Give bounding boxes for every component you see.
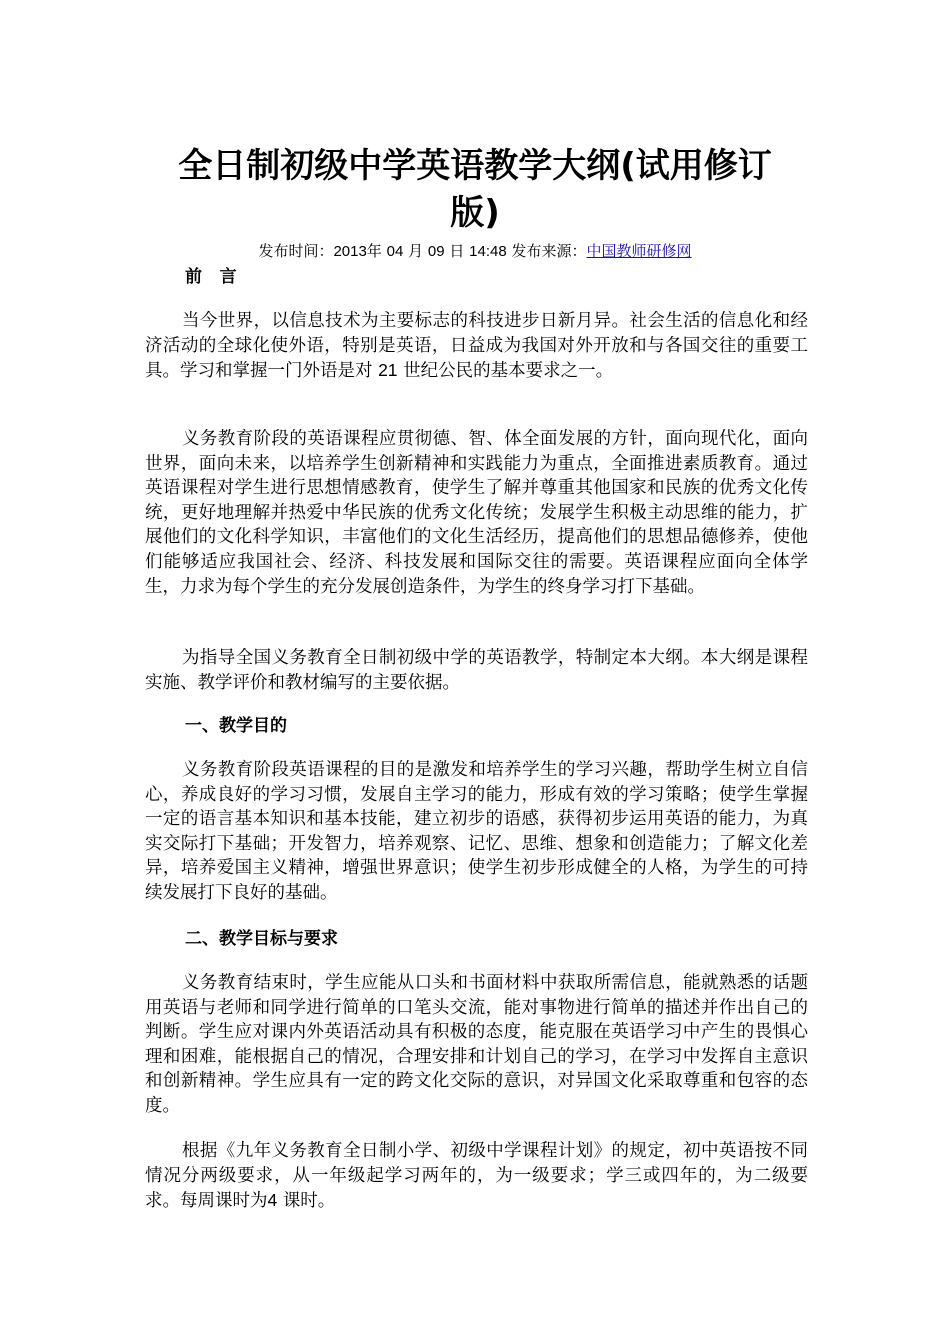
- paragraph-1-text-b: 世纪公民的基本要求之一。: [403, 361, 614, 382]
- paragraph-1-text-a: 当今世界，以信息技术为主要标志的科技进步日新月异。社会生活的信息化和经济活动的全球化使外语，特别是英语，日益成为我国对外开放和与各国交往的重要工具。学习和掌握一门外语是对: [145, 311, 808, 382]
- day-unit: 日: [449, 242, 465, 260]
- paragraph-6-text-a: 根据《九年义务教育全日制小学、初级中学课程计划》的规定，初中英语按不同情况分两级要求，从一年级起学习两年的，为一级要求；学三或四年的，为二级要求。每周课时为: [145, 1141, 808, 1212]
- year-unit: 年: [366, 242, 382, 260]
- publish-month: 04: [386, 243, 404, 260]
- source-label: 发布来源：: [511, 242, 587, 260]
- section-heading-teaching-purpose: 一、教学目的: [185, 716, 287, 736]
- preface-heading: 前 言: [185, 267, 237, 287]
- document-title-line-1: 全日制初级中学英语教学大纲(试用修订: [178, 146, 772, 186]
- paragraph-6: [145, 1139, 808, 1214]
- paragraph-2: 义务教育阶段的英语课程应贯彻德、智、体全面发展的方针，面向现代化，面向世界，面向未来，以培养学生创新精神和实践能力为重点，全面推进素质教育。通过英语课程对学生进行思想情感教育，使学生了解并尊重其他国家和民族的优秀文化传统，更好地理解并热爱中华民族的优秀文化传统；发展学生积极主动思维的能力，扩展他们的文化科学知识，丰富他们的文化生活经历，提高他们的思想品德修养，使他们能够适应我国社会、经济、科技发展和国际交往的需要。英语课程应面向全体学生，力求为每个学生的充分发展创造条件，为学生的终身学习打下基础。: [145, 429, 808, 597]
- paragraph-3: 为指导全国义务教育全日制初级中学的英语教学，特制定本大纲。本大纲是课程实施、教学评价和教材编写的主要依据。: [145, 648, 808, 693]
- document-title-line-2: 版): [450, 193, 500, 233]
- published-label: 发布时间：: [258, 242, 334, 260]
- section-heading-goals-requirements: 二、教学目标与要求: [185, 929, 338, 949]
- publish-year: 2013: [333, 243, 367, 260]
- paragraph-4: 义务教育阶段英语课程的目的是激发和培养学生的学习兴趣，帮助学生树立自信心，养成良好的学习习惯，发展自主学习的能力，形成有效的学习策略；使学生掌握一定的语言基本知识和基本技能，建立初步的语感，获得初步运用英语的能力，为真实交际打下基础；开发智力，培养观察、记忆、思维、想象和创造能力；了解文化差异，培养爱国主义精神，增强世界意识；使学生初步形成健全的人格，为学生的可持续发展打下良好的基础。: [145, 760, 808, 903]
- source-link[interactable]: 中国教师研修网: [586, 242, 692, 260]
- paragraph-6-text-b: 课时。: [282, 1191, 336, 1212]
- paragraph-1-number: 21: [378, 360, 398, 381]
- publish-time: 14:48: [469, 243, 507, 260]
- paragraph-6-number: 4: [267, 1190, 278, 1211]
- month-unit: 月: [408, 242, 424, 260]
- paragraph-1: [145, 309, 808, 384]
- publish-meta: [145, 241, 805, 262]
- paragraph-5: 义务教育结束时，学生应能从口头和书面材料中获取所需信息，能就熟悉的话题用英语与老师和同学进行简单的口笔头交流，能对事物进行简单的描述并作出自己的判断。学生应对课内外英语活动具有积极的态度，能克服在英语学习中产生的畏惧心理和困难，能根据自己的情况，合理安排和计划自己的学习，在学习中发挥自主意识和创新精神。学生应具有一定的跨文化交际的意识，对异国文化采取尊重和包容的态度。: [145, 973, 808, 1116]
- publish-day: 09: [427, 243, 445, 260]
